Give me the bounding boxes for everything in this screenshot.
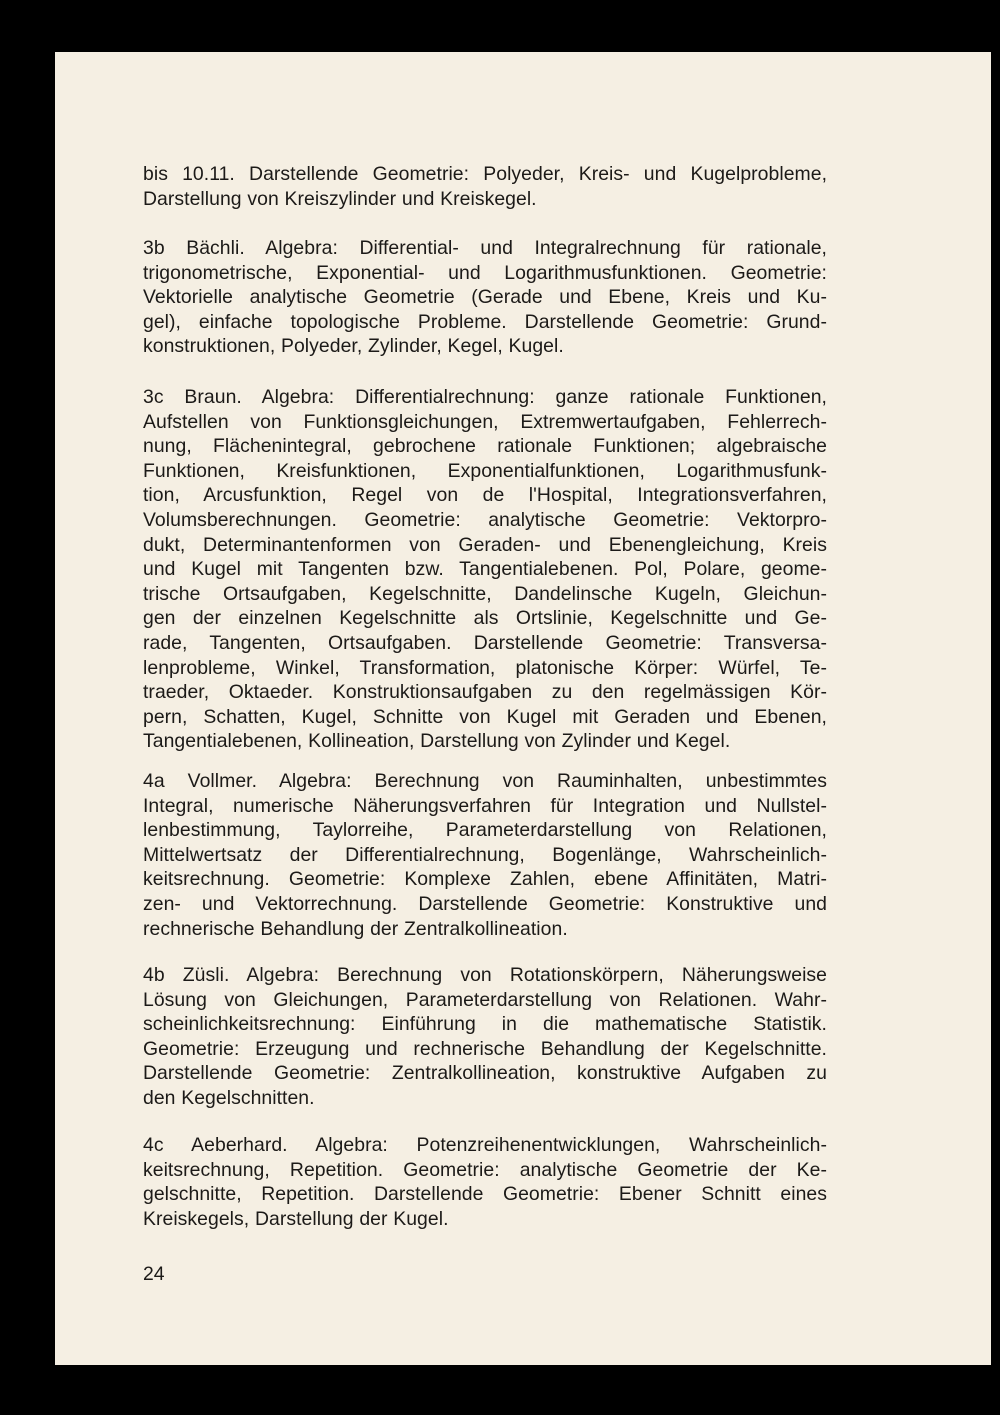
text-line: den Kegelschnitten. xyxy=(143,1086,315,1109)
text-line: Tangentialebenen, Kollineation, Darstellung von Zylinder und Kegel. xyxy=(143,730,731,753)
text-line: trigonometrische, Exponential- und Logarithmusfunktionen. Geometrie: xyxy=(143,261,827,284)
text-line: Funktionen, Kreisfunktionen, Exponentialfunktionen, Logarithmusfunk- xyxy=(143,459,827,482)
text-line: gel), einfache topologische Probleme. Darstellende Geometrie: Grund- xyxy=(143,310,827,333)
text-line: 4a Vollmer. Algebra: Berechnung von Rauminhalten, unbestimmtes xyxy=(143,770,827,792)
text-line: Darstellung von Kreiszylinder und Kreiskegel. xyxy=(143,187,537,210)
text-line: scheinlichkeitsrechnung: Einführung in die mathematische Statistik. xyxy=(143,1013,827,1036)
text-line: gen der einzelnen Kegelschnitte als Ortslinie, Kegelschnitte und Ge- xyxy=(143,607,827,630)
text-line: lenprobleme, Winkel, Transformation, platonische Körper: Würfel, Te- xyxy=(143,656,827,679)
text-line: Aufstellen von Funktionsgleichungen, Extremwertaufgaben, Fehlerrech- xyxy=(143,410,827,433)
text-line: trische Ortsaufgaben, Kegelschnitte, Dandelinsche Kugeln, Gleichun- xyxy=(143,582,827,605)
text-line: 3c Braun. Algebra: Differentialrechnung: ganze rationale Funktionen, xyxy=(143,386,827,408)
paragraph-4b-zuesli xyxy=(143,963,827,1111)
text-line: und Kugel mit Tangenten bzw. Tangentialebenen. Pol, Polare, geome- xyxy=(143,558,827,581)
text-line: keitsrechnung. Geometrie: Komplexe Zahlen, ebene Affinitäten, Matri- xyxy=(143,868,827,891)
text-line: Kreiskegels, Darstellung der Kugel. xyxy=(143,1207,449,1230)
text-line: Lösung von Gleichungen, Parameterdarstellung von Relationen. Wahr- xyxy=(143,988,827,1011)
text-line: Darstellende Geometrie: Zentralkollineation, konstruktive Aufgaben zu xyxy=(143,1062,827,1085)
text-line: lenbestimmung, Taylorreihe, Parameterdarstellung von Relationen, xyxy=(143,819,827,842)
paragraph-3b-baechli xyxy=(143,236,827,359)
text-line: Mittelwertsatz der Differentialrechnung, Bogenlänge, Wahrscheinlich- xyxy=(143,843,827,866)
paragraph-4c-aeberhard xyxy=(143,1133,827,1231)
text-line: keitsrechnung, Repetition. Geometrie: analytische Geometrie der Ke- xyxy=(143,1158,827,1181)
paragraph-1-geometry-continued xyxy=(143,162,827,211)
text-line: Vektorielle analytische Geometrie (Gerade und Ebene, Kreis und Ku- xyxy=(143,286,827,309)
text-line: konstruktionen, Polyeder, Zylinder, Kegel, Kugel. xyxy=(143,335,564,358)
text-line: 4c Aeberhard. Algebra: Potenzreihenentwicklungen, Wahrscheinlich- xyxy=(143,1134,827,1156)
paragraph-3c-braun xyxy=(143,385,827,754)
text-line: traeder, Oktaeder. Konstruktionsaufgaben zu den regelmässigen Kör- xyxy=(143,681,827,704)
text-line: Geometrie: Erzeugung und rechnerische Behandlung der Kegelschnitte. xyxy=(143,1037,827,1060)
text-line: Volumsberechnungen. Geometrie: analytische Geometrie: Vektorpro- xyxy=(143,508,827,531)
paragraph-4a-vollmer xyxy=(143,769,827,941)
text-line: dukt, Determinantenformen von Geraden- und Ebenengleichung, Kreis xyxy=(143,533,827,556)
text-line: tion, Arcusfunktion, Regel von de l'Hospital, Integrationsverfahren, xyxy=(143,484,827,507)
text-line: gelschnitte, Repetition. Darstellende Geometrie: Ebener Schnitt eines xyxy=(143,1183,827,1206)
text-line: bis 10.11. Darstellende Geometrie: Polyeder, Kreis- und Kugelprobleme, xyxy=(143,163,827,185)
text-line: nung, Flächenintegral, gebrochene rationale Funktionen; algebraische xyxy=(143,435,827,458)
page-number: 24 xyxy=(143,1263,165,1285)
text-line: 4b Züsli. Algebra: Berechnung von Rotationskörpern, Näherungsweise xyxy=(143,964,827,986)
text-line: zen- und Vektorrechnung. Darstellende Geometrie: Konstruktive und xyxy=(143,892,827,915)
text-line: 3b Bächli. Algebra: Differential- und Integralrechnung für rationale, xyxy=(143,237,827,259)
document-page xyxy=(55,52,991,1365)
text-line: Integral, numerische Näherungsverfahren für Integration und Nullstel- xyxy=(143,794,827,817)
text-line: rechnerische Behandlung der Zentralkollineation. xyxy=(143,917,568,940)
text-line: pern, Schatten, Kugel, Schnitte von Kugel mit Geraden und Ebenen, xyxy=(143,705,827,728)
text-line: rade, Tangenten, Ortsaufgaben. Darstellende Geometrie: Transversa- xyxy=(143,631,827,654)
